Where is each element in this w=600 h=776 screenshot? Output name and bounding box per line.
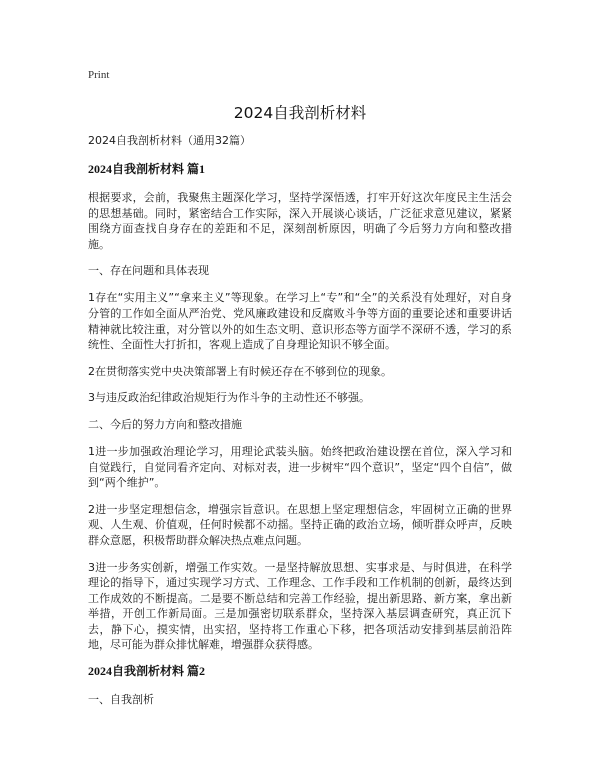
section-heading-problems: 一、存在问题和具体表现	[88, 264, 209, 278]
document-page	[88, 68, 512, 719]
paragraph-problem-2: 2在贯彻落实党中央决策部署上有时候还存在不够到位的现象。	[88, 364, 392, 378]
article-1-intro: 根据要求，会前，我聚焦主题深化学习，坚持学深悟透，打牢开好这次年度民主生活会的思想基础。同时，紧密结合工作实际，深入开展谈心谈话，广泛征求意见建议，紧紧围绕方面查找自身存在的差距和不足，深刻剖析原因，明确了今后努力方向和整改措施。	[88, 191, 512, 251]
paragraph-measure-3: 3进一步务实创新，增强工作实效。一是坚持解放思想、实事求是、与时俱进，在科学理论的指导下，通过实现学习方式、工作理念、工作手段和工作机制的创新，最终达到工作成效的不断提高。二是要不断总结和完善工作经验，提出新思路、新方案，拿出新举措，开创工作新局面。三是加强密切联系群众，坚持深入基层调查研究，真正沉下去，静下心，摸实情，出实招，坚持将工作重心下移，把各项活动安排到基层前沿阵地，尽可能为群众排忧解难，增强群众获得感。	[88, 560, 512, 652]
article-2-heading: 2024自我剖析材料 篇2	[88, 664, 206, 679]
article-1-heading: 2024自我剖析材料 篇1	[88, 162, 206, 176]
section-heading-measures: 二、今后的努力方向和整改措施	[88, 417, 242, 431]
print-label: Print	[88, 69, 110, 81]
article-2-section-heading: 一、自我剖析	[88, 693, 154, 707]
paragraph-problem-3: 3与违反政治纪律政治规矩行为作斗争的主动性还不够强。	[88, 391, 370, 405]
paragraph-measure-1: 1进一步加强政治理论学习，用理论武装头脑。始终把政治建设摆在首位，深入学习和自觉践行，自觉同看齐定向、对标对表，进一步树牢“四个意识”，坚定“四个自信”，做到“两个维护”。	[88, 444, 512, 490]
paragraph-problem-1: 1存在“实用主义”“拿来主义”等现象。在学习上“专”和“全”的关系没有处理好，对自身分管的工作如全面从严治党、党风廉政建设和反腐败斗争等方面的重要论述和重要讲话精神就比较注重，对分管以外的如生态文明、意识形态等方面学不深研不透，学习的系统性、全面性大打折扣，客观上造成了自身理论知识不够全面。	[88, 291, 512, 352]
document-title: 2024自我剖析材料	[233, 104, 367, 122]
paragraph-measure-2: 2进一步坚定理想信念，增强宗旨意识。在思想上坚定理想信念，牢固树立正确的世界观、人生观、价值观，任何时候都不动摇。坚持正确的政治立场，倾听群众呼声，反映群众意愿，积极帮助群众解决热点难点问题。	[88, 502, 512, 547]
document-subtitle: 2024自我剖析材料（通用32篇）	[88, 134, 251, 147]
